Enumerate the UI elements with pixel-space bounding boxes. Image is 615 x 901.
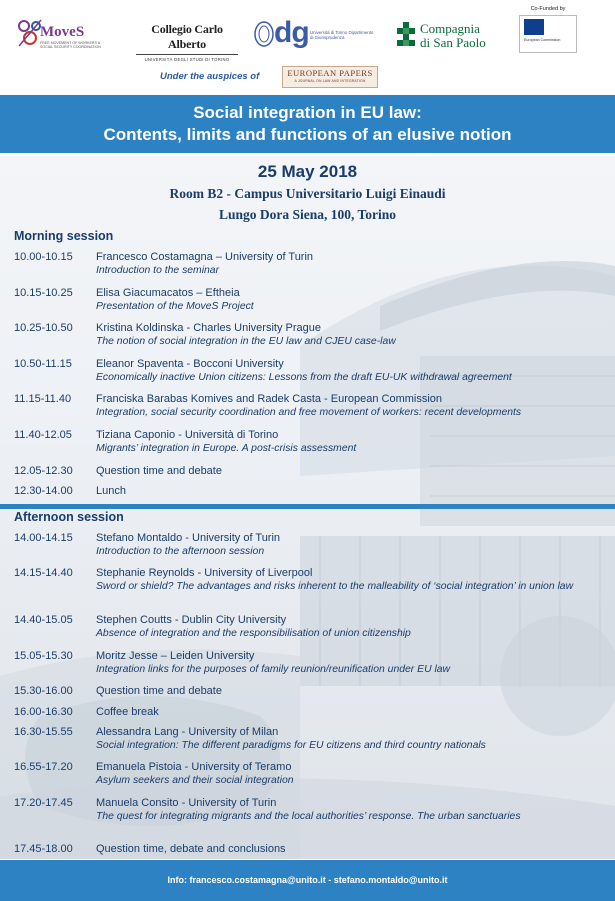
item-time: 14.00-14.15 bbox=[14, 532, 73, 544]
ep-subtitle: A JOURNAL ON LAW AND INTEGRATION bbox=[294, 79, 366, 83]
item-speaker: Franciska Barabas Komives and Radek Casta - European Commission bbox=[96, 393, 443, 405]
csp-name bbox=[420, 22, 486, 50]
moves-name: MoveS bbox=[40, 24, 85, 40]
item-time: 10.25-10.50 bbox=[14, 322, 73, 334]
item-time: 14.40-15.05 bbox=[14, 614, 73, 626]
cca-subtitle: UNIVERSITÀ DEGLI STUDI DI TORINO bbox=[144, 57, 230, 62]
item-speaker: Elisa Giacumacatos – Eftheia bbox=[96, 287, 240, 299]
item-speaker: Kristina Koldinska - Charles University Prague bbox=[96, 322, 321, 334]
item-time: 15.30-16.00 bbox=[14, 685, 73, 697]
footer-info bbox=[0, 860, 615, 901]
item-talk: The quest for integrating migrants and the local authorities’ response. The urban sanctuaries bbox=[96, 811, 521, 822]
item-talk: Sword or shield? The advantages and risks inherent to the malleability of ‘social integration’ in union law bbox=[96, 581, 574, 592]
compagnia-san-paolo-logo bbox=[396, 20, 492, 54]
morning-session-heading: Morning session bbox=[14, 229, 114, 243]
csp-line2: di San Paolo bbox=[420, 35, 486, 50]
item-speaker: Emanuela Pistoia - University of Teramo bbox=[96, 761, 292, 773]
cca-name: Collegio Carlo Alberto bbox=[151, 22, 223, 51]
item-talk: Asylum seekers and their social integration bbox=[96, 775, 294, 786]
item-speaker: Stefano Montaldo - University of Turin bbox=[96, 532, 281, 544]
item-speaker: Francesco Costamagna – University of Turin bbox=[96, 251, 314, 263]
collegio-carlo-alberto-logo bbox=[132, 22, 242, 62]
item-speaker: Question time, debate and conclusions bbox=[96, 843, 286, 855]
auspices bbox=[160, 66, 420, 88]
title-line2: Contents, limits and functions of an elusive notion bbox=[103, 125, 512, 144]
session-divider bbox=[0, 504, 615, 509]
event-room: Room B2 - Campus Universitario Luigi Einaudi bbox=[169, 186, 446, 201]
item-talk: Economically inactive Union citizens: Lessons from the draft EU-UK withdrawal agreement bbox=[96, 372, 512, 383]
item-speaker: Alessandra Lang - University of Milan bbox=[96, 726, 279, 738]
item-time: 16.00-16.30 bbox=[14, 706, 73, 718]
auspices-label: Under the auspices of bbox=[160, 71, 260, 82]
item-time: 10.50-11.15 bbox=[14, 358, 72, 370]
unito-seal-icon bbox=[254, 20, 274, 48]
title-banner bbox=[0, 95, 615, 153]
event-address: Lungo Dora Siena, 100, Torino bbox=[218, 207, 397, 222]
item-speaker: Moritz Jesse – Leiden University bbox=[96, 650, 255, 662]
item-speaker: Stephanie Reynolds - University of Liverpool bbox=[96, 567, 313, 579]
item-speaker: Manuela Consito - University of Turin bbox=[96, 797, 277, 809]
item-time: 11.40-12.05 bbox=[14, 429, 72, 441]
item-speaker: Question time and debate bbox=[96, 685, 222, 697]
item-speaker: Eleanor Spaventa - Bocconi University bbox=[96, 358, 284, 370]
udg-mark: dg bbox=[274, 16, 309, 49]
item-talk: Introduction to the seminar bbox=[96, 265, 220, 276]
item-speaker: Question time and debate bbox=[96, 465, 222, 477]
item-time: 16.30-15.55 bbox=[14, 726, 73, 738]
logo-strip bbox=[0, 0, 615, 92]
item-talk: The notion of social integration in the EU law and CJEU case-law bbox=[96, 336, 396, 347]
ep-name: EUROPEAN PAPERS bbox=[287, 68, 373, 78]
item-talk: Integration, social security coordination and free movement of workers: recent developments bbox=[96, 407, 522, 418]
item-talk: Absence of integration and the responsibilisation of union citizenship bbox=[96, 628, 411, 639]
eu-flag-icon bbox=[519, 15, 577, 53]
item-time: 17.45-18.00 bbox=[14, 843, 73, 855]
item-talk: Integration links for the purposes of family reunion/reunification under EU law bbox=[96, 664, 451, 675]
item-speaker: Stephen Coutts - Dublin City University bbox=[96, 614, 287, 626]
cca-rule bbox=[136, 54, 238, 55]
item-time: 16.55-17.20 bbox=[14, 761, 73, 773]
eu-cofunded-logo bbox=[516, 6, 580, 54]
item-time: 14.15-14.40 bbox=[14, 567, 73, 579]
item-time: 12.30-14.00 bbox=[14, 485, 73, 497]
item-talk: Social integration: The different paradigms for EU citizens and third country nationals bbox=[96, 740, 486, 751]
item-time: 15.05-15.30 bbox=[14, 650, 73, 662]
moves-subtitle: FREE MOVEMENT OF WORKERS & SOCIAL SECURITY COORDINATION bbox=[40, 41, 101, 49]
eu-flag-text: European Commission bbox=[524, 38, 561, 42]
item-speaker: Tiziana Caponio - Università di Torino bbox=[96, 429, 279, 441]
unito-dg-logo bbox=[254, 14, 374, 54]
csp-line1: Compagnia bbox=[420, 21, 480, 36]
contact-info[interactable]: Info: francesco.costamagna@unito.it - stefano.montaldo@unito.it bbox=[167, 875, 448, 885]
item-time: 11.15-11.40 bbox=[14, 393, 72, 405]
event-date: 25 May 2018 bbox=[257, 162, 358, 181]
udg-text: Università di Torino Dipartimento di Giurisprudenza bbox=[310, 30, 374, 41]
item-talk: Migrants’ integration in Europe. A post-crisis assessment bbox=[96, 443, 357, 454]
european-papers-logo bbox=[282, 66, 378, 88]
item-time: 10.00-10.15 bbox=[14, 251, 73, 263]
title-line1: Social integration in EU law: bbox=[193, 103, 422, 122]
item-speaker: Coffee break bbox=[96, 706, 159, 718]
item-talk: Introduction to the afternoon session bbox=[96, 546, 265, 557]
item-talk: Presentation of the MoveS Project bbox=[96, 301, 254, 312]
item-time: 17.20-17.45 bbox=[14, 797, 73, 809]
csp-cross-icon bbox=[396, 20, 416, 50]
eu-stars-icon bbox=[524, 19, 544, 35]
item-time: 10.15-10.25 bbox=[14, 287, 73, 299]
moves-logo bbox=[16, 14, 112, 54]
afternoon-session-heading: Afternoon session bbox=[14, 510, 124, 524]
item-speaker: Lunch bbox=[96, 485, 126, 497]
eu-caption: Co-Funded by bbox=[530, 6, 566, 12]
item-time: 12.05-12.30 bbox=[14, 465, 73, 477]
